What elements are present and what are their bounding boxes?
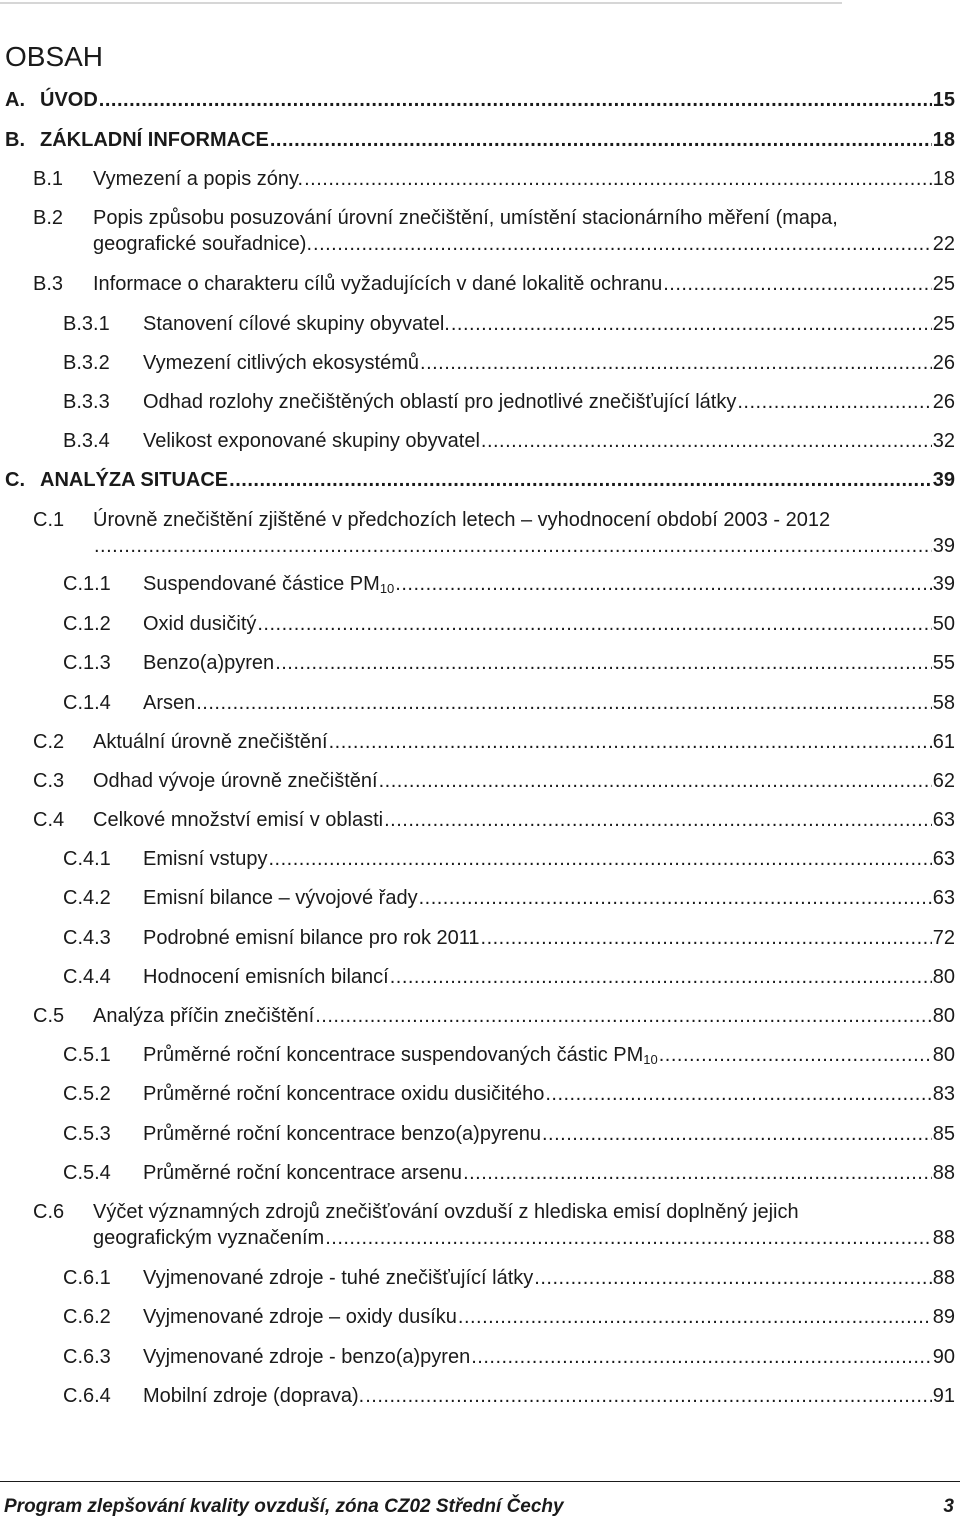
toc-entry-page: 61 <box>932 731 955 753</box>
toc-entry-page: 39 <box>932 469 955 491</box>
toc-entry-number: C.6.4 <box>63 1385 111 1407</box>
toc-entry-title-first-line: Popis způsobu posuzování úrovní znečištění, umístění stacionárního měření (mapa, <box>93 207 838 229</box>
toc-entry-page: 50 <box>932 613 955 635</box>
toc-entry-number: B.3.3 <box>63 391 110 413</box>
toc-entry-page: 15 <box>932 89 955 111</box>
dot-leader <box>99 87 932 113</box>
toc-entry-number: C.1 <box>33 509 65 531</box>
toc-entry-title: Vyjmenované zdroje - benzo(a)pyren <box>143 1346 471 1368</box>
toc-entry-number: B.3.1 <box>63 313 110 335</box>
dot-leader <box>458 1304 932 1330</box>
toc-entry-title: Oxid dusičitý <box>143 613 257 635</box>
dot-leader <box>419 885 932 911</box>
toc-entry-page: 62 <box>932 770 955 792</box>
subscript: 10 <box>379 581 395 596</box>
dot-leader <box>94 533 932 559</box>
dot-leader <box>325 1225 932 1251</box>
toc-entry-title: Podrobné emisní bilance pro rok 2011 <box>143 927 480 949</box>
toc-entry-number: C.5.3 <box>63 1123 111 1145</box>
toc-entry-number: C.4.3 <box>63 927 111 949</box>
toc-entry-title: geografickým vyznačením <box>93 1227 325 1249</box>
dot-leader <box>542 1121 932 1147</box>
toc-entry-page: 26 <box>932 352 955 374</box>
toc-entry-page: 91 <box>932 1385 955 1407</box>
toc-entry-page: 80 <box>932 966 955 988</box>
dot-leader <box>451 311 932 337</box>
toc-entry-number: C.1.4 <box>63 692 111 714</box>
dot-leader <box>365 1383 932 1409</box>
toc-entry-number: B. <box>5 129 25 151</box>
dot-leader <box>268 846 931 872</box>
toc-entry-number: C.6.2 <box>63 1306 111 1328</box>
toc-entry-page: 72 <box>932 927 955 949</box>
toc-entry-title: Aktuální úrovně znečištění <box>93 731 328 753</box>
toc-entry-page: 85 <box>932 1123 955 1145</box>
toc-entry-page: 80 <box>932 1044 955 1066</box>
toc-entry-number: C.4.2 <box>63 887 111 909</box>
dot-leader <box>481 925 932 951</box>
toc-entry-title: geografické souřadnice). <box>93 233 313 255</box>
toc-entry-number: B.3.2 <box>63 352 110 374</box>
toc-entry-title: Analýza příčin znečištění <box>93 1005 315 1027</box>
toc-entry-title: Průměrné roční koncentrace oxidu dusičitého <box>143 1083 545 1105</box>
top-rule <box>0 2 842 4</box>
toc-entry-number: C.4.1 <box>63 848 111 870</box>
toc-entry-title: Celkové množství emisí v oblasti <box>93 809 384 831</box>
toc-entry-number: C.4.4 <box>63 966 111 988</box>
dot-leader <box>390 964 932 990</box>
toc-entry-page: 32 <box>932 430 955 452</box>
toc-entry-title: ZÁKLADNÍ INFORMACE <box>40 129 269 151</box>
toc-entry-number: A. <box>5 89 25 111</box>
toc-entry-title: ANALÝZA SITUACE <box>40 469 229 491</box>
dot-leader <box>275 650 932 676</box>
toc-entry-number: B.1 <box>33 168 64 190</box>
toc-entry-title: Průměrné roční koncentrace arsenu <box>143 1162 463 1184</box>
toc-entry-title: Benzo(a)pyren <box>143 652 275 674</box>
dot-leader <box>481 428 932 454</box>
toc-entry-title: Průměrné roční koncentrace benzo(a)pyrenu <box>143 1123 541 1145</box>
dot-leader <box>420 350 932 376</box>
dot-leader <box>659 1042 932 1068</box>
toc-entry-page: 89 <box>932 1306 955 1328</box>
subscript: 10 <box>643 1052 658 1067</box>
toc-entry-page: 39 <box>932 573 955 595</box>
toc-entry-title: ÚVOD <box>40 89 98 111</box>
footer-rule <box>0 1481 960 1482</box>
toc-entry-page: 88 <box>932 1267 955 1289</box>
toc-entry-title: Mobilní zdroje (doprava). <box>143 1385 365 1407</box>
toc-entry-page: 83 <box>932 1083 955 1105</box>
toc-entry-number: C.5.2 <box>63 1083 111 1105</box>
dot-leader <box>379 768 932 794</box>
toc-entry-number: B.3 <box>33 273 64 295</box>
dot-leader <box>270 127 932 153</box>
toc-entry-page: 58 <box>932 692 955 714</box>
toc-entry-title: Vymezení a popis zóny. <box>93 168 304 190</box>
dot-leader <box>663 271 932 297</box>
toc-entry-number: C. <box>5 469 25 491</box>
dot-leader <box>395 571 931 597</box>
toc-entry-number: C.5.1 <box>63 1044 111 1066</box>
toc-entry-title: Vymezení citlivých ekosystémů <box>143 352 420 374</box>
dot-leader <box>534 1265 931 1291</box>
toc-entry-number: C.6 <box>33 1201 65 1223</box>
toc-entry-number: B.3.4 <box>63 430 110 452</box>
dot-leader <box>545 1081 931 1107</box>
toc-entry-page: 25 <box>932 273 955 295</box>
toc-entry-number: C.5 <box>33 1005 65 1027</box>
toc-entry-page: 18 <box>932 168 955 190</box>
toc-entry-page: 63 <box>932 887 955 909</box>
toc-entry-title: Odhad rozlohy znečištěných oblastí pro jednotlivé znečišťující látky <box>143 391 737 413</box>
dot-leader <box>329 729 932 755</box>
toc-entry-title: Arsen <box>143 692 196 714</box>
dot-leader <box>315 1003 932 1029</box>
toc-entry-page: 55 <box>932 652 955 674</box>
toc-entry-page: 88 <box>932 1162 955 1184</box>
toc-entry-number: C.6.1 <box>63 1267 111 1289</box>
toc-entry-number: C.1.2 <box>63 613 111 635</box>
dot-leader <box>471 1344 932 1370</box>
toc-entry-title: Emisní vstupy <box>143 848 268 870</box>
toc-entry-number: B.2 <box>33 207 64 229</box>
dot-leader <box>463 1160 932 1186</box>
toc-entry-page: 25 <box>932 313 955 335</box>
toc-entry-number: C.1.3 <box>63 652 111 674</box>
footer-title: Program zlepšování kvality ovzduší, zóna CZ02 Střední Čechy <box>4 1496 564 1517</box>
toc-entry-title: Odhad vývoje úrovně znečištění <box>93 770 378 792</box>
toc-entry-title: Stanovení cílové skupiny obyvatel. <box>143 313 450 335</box>
toc-entry-title: Vyjmenované zdroje – oxidy dusíku <box>143 1306 457 1328</box>
toc-entry-number: C.1.1 <box>63 573 111 595</box>
toc-entry-number: C.2 <box>33 731 65 753</box>
toc-entry-number: C.6.3 <box>63 1346 111 1368</box>
toc-entry-title: Suspendované částice $PM_{10}$ <box>143 573 395 596</box>
dot-leader <box>304 166 932 192</box>
toc-entry-page: 80 <box>932 1005 955 1027</box>
toc-entry-title: Informace o charakteru cílů vyžadujících v dané lokalitě ochranu <box>93 273 663 295</box>
dot-leader <box>229 467 932 493</box>
toc-entry-title-first-line: Úrovně znečištění zjištěné v předchozích letech – vyhodnocení období 2003 - 2012 <box>93 509 831 531</box>
toc-entry-page: 26 <box>932 391 955 413</box>
toc-entry-page: 63 <box>932 809 955 831</box>
toc-entry-page: 18 <box>932 129 955 151</box>
dot-leader <box>384 807 932 833</box>
toc-entry-title: Vyjmenované zdroje - tuhé znečišťující látky <box>143 1267 534 1289</box>
toc-entry-page: 39 <box>932 535 955 557</box>
page-title: OBSAH <box>5 41 104 72</box>
toc-entry-title-first-line: Výčet významných zdrojů znečišťování ovzduší z hlediska emisí doplněný jejich <box>93 1201 799 1223</box>
dot-leader <box>737 389 931 415</box>
toc-entry-title: Velikost exponované skupiny obyvatel <box>143 430 480 452</box>
toc-entry-title: Emisní bilance – vývojové řady <box>143 887 418 909</box>
footer-page-number: 3 <box>943 1496 954 1517</box>
toc-entry-page: 22 <box>932 233 955 255</box>
toc-entry-title: Hodnocení emisních bilancí <box>143 966 389 988</box>
toc-entry-page: 90 <box>932 1346 955 1368</box>
toc-entry-title: Průměrné roční koncentrace suspendovaných částic $PM_{10}$ <box>143 1044 658 1067</box>
toc-entry-page: 88 <box>932 1227 955 1249</box>
dot-leader <box>257 611 931 637</box>
toc-entry-number: C.5.4 <box>63 1162 111 1184</box>
dot-leader <box>313 231 932 257</box>
dot-leader <box>196 690 932 716</box>
toc-entry-number: C.3 <box>33 770 65 792</box>
toc-entry-page: 63 <box>932 848 955 870</box>
toc-entry-number: C.4 <box>33 809 65 831</box>
